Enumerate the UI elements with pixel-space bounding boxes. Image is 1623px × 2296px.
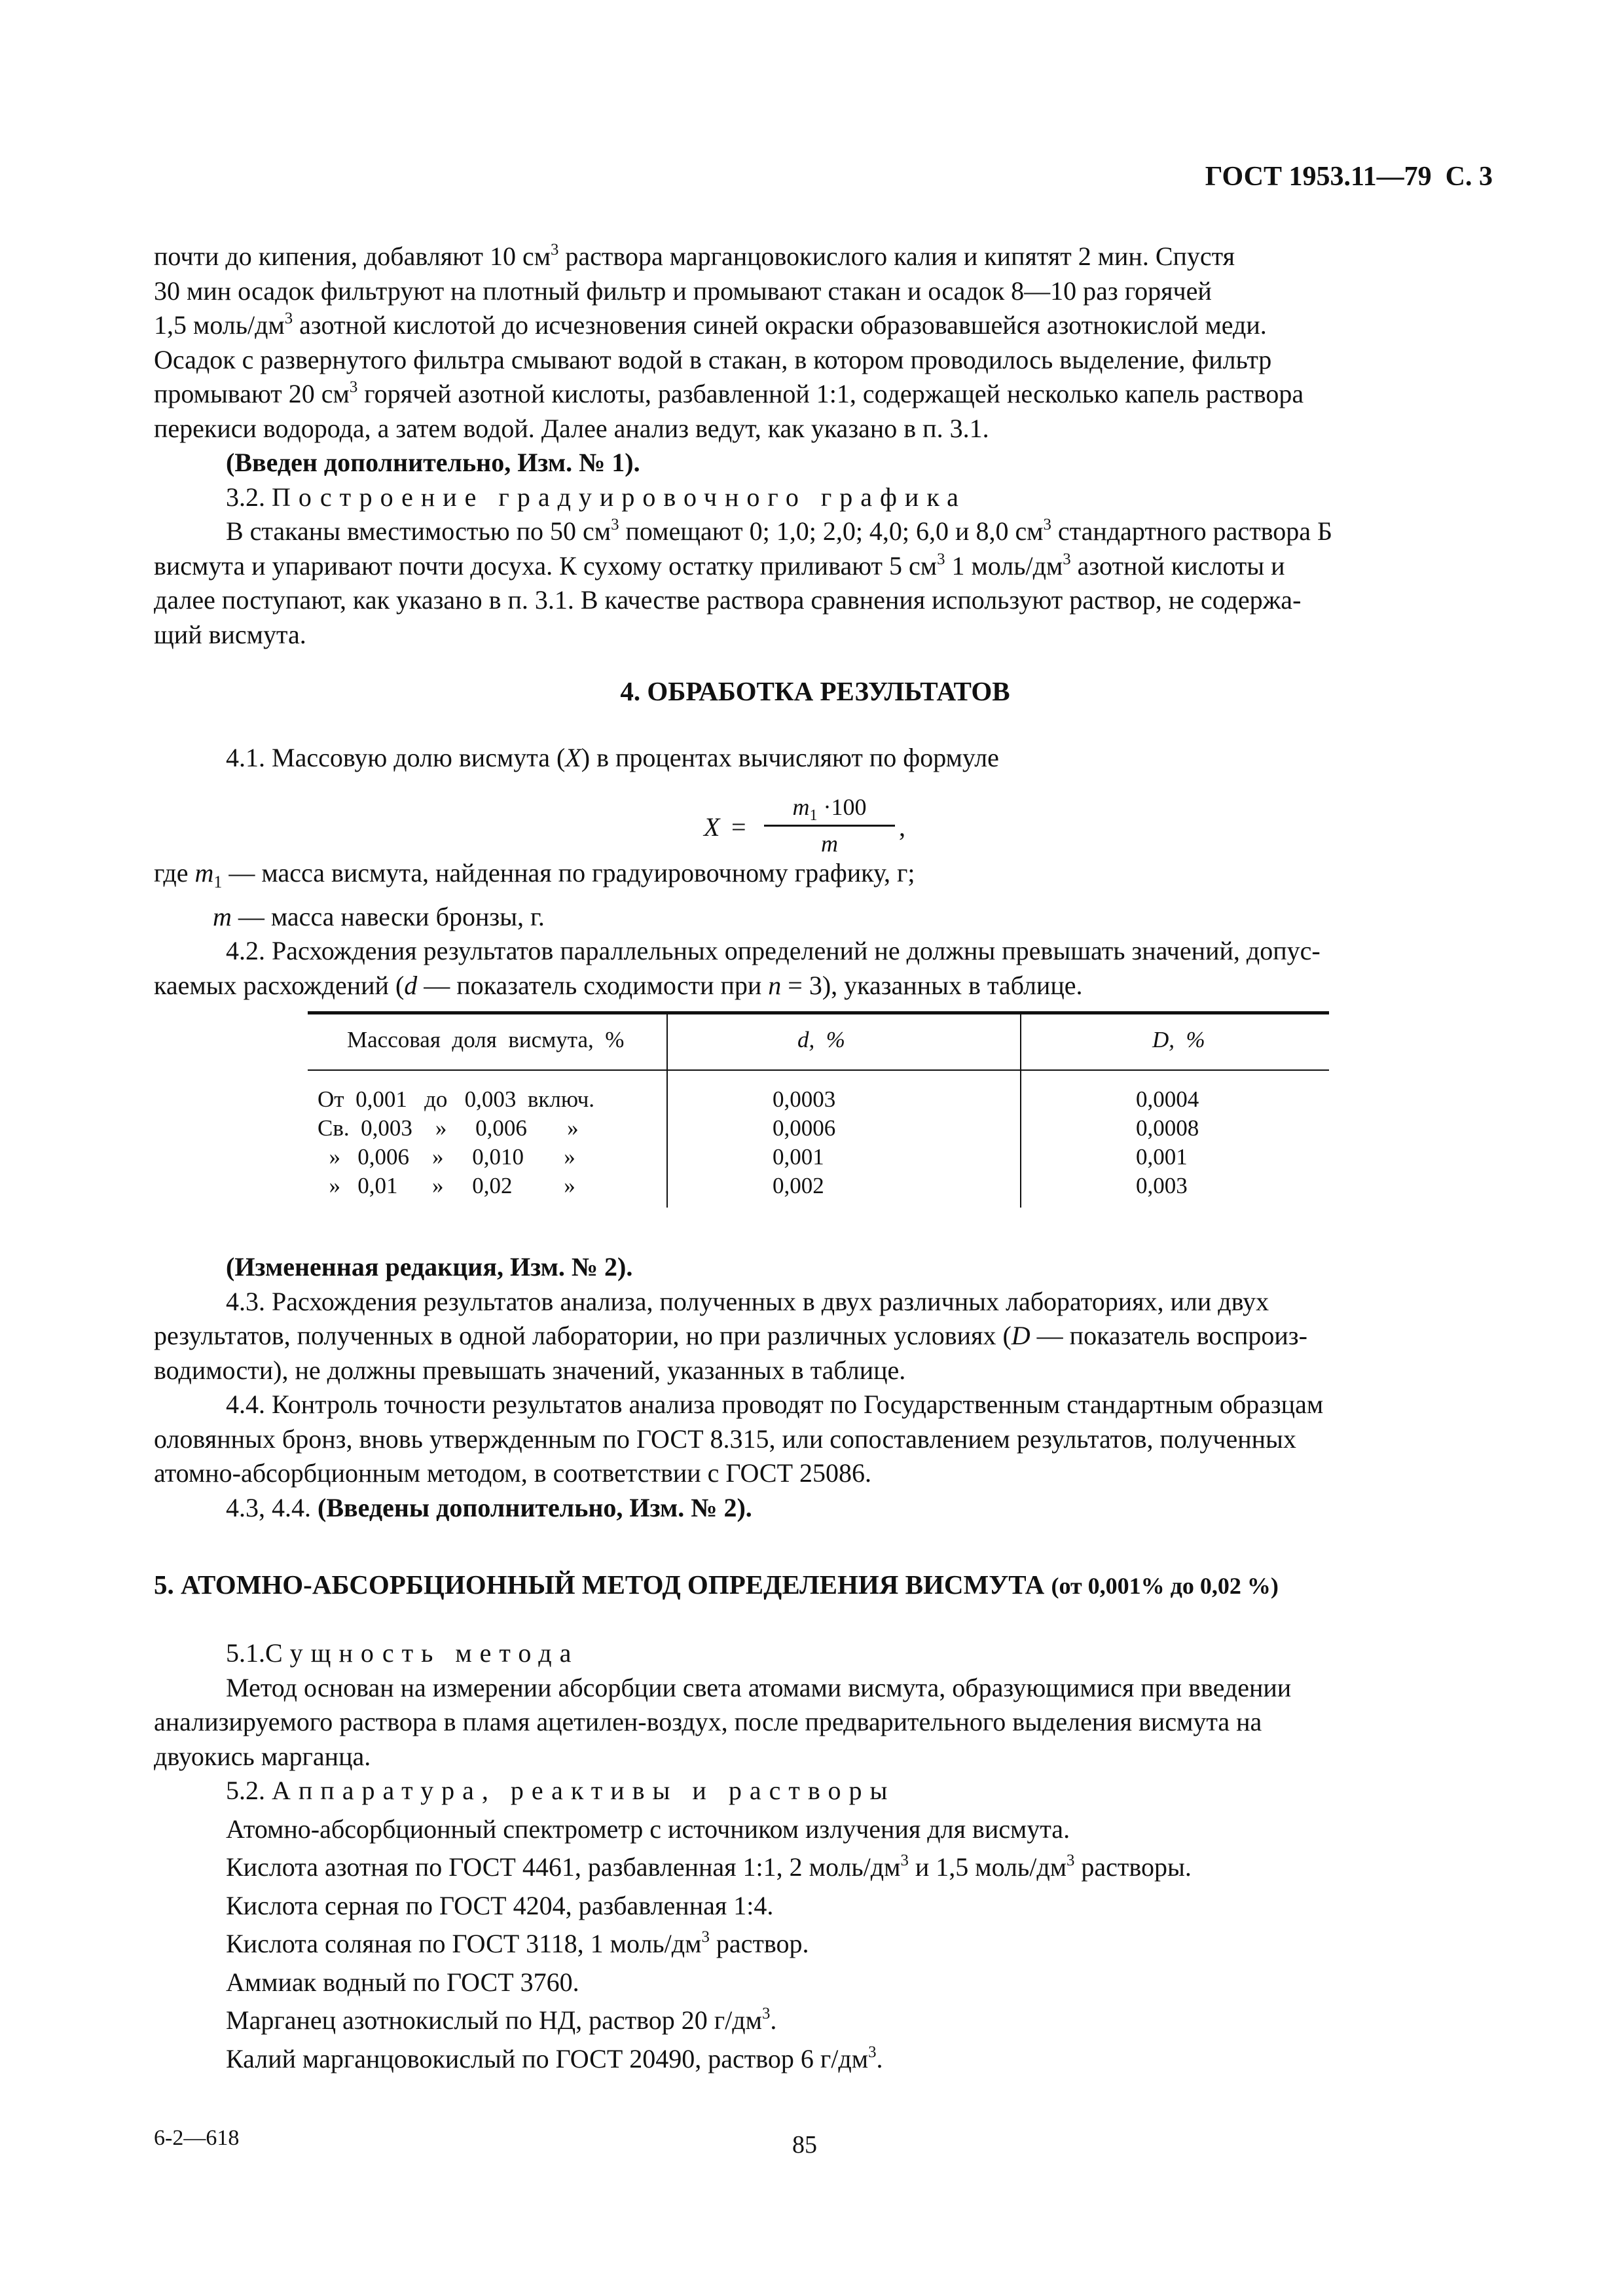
paragraph-line: водимости), не должны превышать значений, указанных в таблице. [154, 1355, 906, 1385]
table-header-rule [308, 1069, 1329, 1071]
paragraph-line: атомно-абсорбционным методом, в соответствии с ГОСТ 25086. [154, 1458, 872, 1488]
reagent-item: Кислота азотная по ГОСТ 4461, разбавленная 1:1, 2 моль/$дм^3$ и 1,5 моль/$дм^3$ растворы. [226, 1851, 1192, 1882]
footer-print-code: 6-2—618 [154, 2126, 240, 2150]
paragraph-line: висмута и упаривают почти досуха. К сухому остатку приливают 5 $см^3$ 1 моль/$дм^3$ азотной кислоты и [154, 550, 1285, 581]
table-header-cell: D, % [1152, 1027, 1205, 1052]
running-header [1126, 161, 1493, 192]
paragraph-line: 4.3. Расхождения результатов анализа, полученных в двух различных лабораториях, или двух [226, 1286, 1269, 1316]
table-cell: 0,002 [773, 1173, 824, 1198]
table-cell: От 0,001 до 0,003 включ. [318, 1086, 595, 1112]
formula-numerator: $m_1 \cdot 100$ [792, 794, 867, 825]
formula-comma: , [899, 812, 905, 842]
subsection-heading-3-2: 3.2. Построение градуировочного графика [226, 482, 966, 512]
section-4-heading: 4. ОБРАБОТКА РЕЗУЛЬТАТОВ [620, 676, 1010, 706]
subsection-heading-5-2: 5.2. Аппаратура, реактивы и растворы [226, 1776, 896, 1805]
table-cell: 0,0008 [1136, 1115, 1199, 1141]
amendment-note: (Введен дополнительно, Изм. № 1). [226, 448, 640, 477]
paragraph-line: 4.4. Контроль точности результатов анализа проводят по Государственным стандартным образцам [226, 1390, 1324, 1419]
subsection-heading-5-1: 5.1.Сущность метода [226, 1638, 579, 1668]
table-header-cell: d, % [797, 1027, 845, 1052]
body-text-block-2 [154, 1250, 1476, 1525]
paragraph-line: 4.2. Расхождения результатов параллельных определений не должны превышать значений, допус- [226, 936, 1321, 965]
reagent-item: Калий марганцовокислый по ГОСТ 20490, раствор 6 $г/дм^3$. [226, 2043, 883, 2073]
table-cell: 0,001 [1136, 1144, 1188, 1170]
formula-lhs: X [704, 812, 720, 842]
table-cell: » 0,01 » 0,02 » [318, 1173, 575, 1198]
table-top-rule [308, 1011, 1329, 1014]
paragraph-line: оловянных бронз, вновь утвержденным по ГОСТ 8.315, или сопоставлением результатов, полученных [154, 1424, 1296, 1454]
paragraph-line: Осадок с развернутого фильтра смывают водой в стакан, в котором проводилось выделение, фильтр [154, 344, 1272, 374]
formula-denominator: m [821, 831, 838, 857]
table-cell: » 0,006 » 0,010 » [318, 1144, 575, 1170]
legend-m1: где $m_1$ — масса висмута, найденная по градуировочному графику, г; [154, 858, 915, 891]
table-column-rule [666, 1011, 668, 1208]
footer-page-number: 85 [792, 2131, 817, 2159]
body-text-block-3 [154, 1636, 1476, 2076]
paragraph-line: 1,5 моль/$дм^3$ азотной кислотой до исчезновения синей окраски образовавшейся азотнокислой меди. [154, 309, 1267, 340]
paragraph-line: результатов, полученных в одной лаборатории, но при различных условиях (D — показатель воспроиз- [154, 1321, 1307, 1350]
paragraph-line: щий висмута. [154, 619, 306, 649]
formula-equals: = [731, 812, 746, 842]
table-cell: 0,003 [1136, 1173, 1188, 1198]
amendment-note: 4.3, 4.4. (Введены дополнительно, Изм. № 2). [226, 1492, 752, 1522]
body-text-block-1 [154, 240, 1476, 652]
paragraph-line: 30 мин осадок фильтруют на плотный фильтр и промывают стакан и осадок 8—10 раз горячей [154, 276, 1212, 306]
formula-legend [154, 856, 1476, 1003]
table-header-cell: Массовая доля висмута, % [347, 1027, 625, 1052]
table-cell: 0,0006 [773, 1115, 836, 1141]
paragraph-line: каемых расхождений (d — показатель сходимости при n = 3), указанных в таблице. [154, 970, 1083, 1000]
header-doc-number: ГОСТ 1953.11—79 [1205, 162, 1432, 192]
header-page: С. 3 [1445, 162, 1493, 192]
formula-fraction-bar [764, 825, 895, 827]
reagent-item: Атомно-абсорбционный спектрометр с источником излучения для висмута. [226, 1814, 1070, 1844]
reagent-item: Аммиак водный по ГОСТ 3760. [226, 1967, 579, 1997]
reagent-item: Кислота соляная по ГОСТ 3118, 1 моль/$дм^3$ раствор. [226, 1928, 809, 1958]
paragraph-line: анализируемого раствора в пламя ацетилен-воздух, после предварительного выделения висмута на [154, 1707, 1262, 1736]
table-column-rule [1020, 1011, 1021, 1208]
table-cell: Св. 0,003 » 0,006 » [318, 1115, 579, 1141]
table-cell: 0,0003 [773, 1086, 836, 1112]
paragraph-line: Метод основан на измерении абсорбции света атомами висмута, образующимися при введении [226, 1672, 1292, 1702]
paragraph-line: почти до кипения, добавляют 10 $см^3$ раствора марганцовокислого калия и кипятят 2 мин. Спустя [154, 240, 1235, 271]
paragraph-line: В стаканы вместимостью по 50 $см^3$ помещают 0; 1,0; 2,0; 4,0; 6,0 и 8,0 $см^3$ стандартного раствора Б [226, 515, 1333, 546]
table-cell: 0,001 [773, 1144, 824, 1170]
paragraph-line: перекиси водорода, а затем водой. Далее анализ ведут, как указано в п. 3.1. [154, 413, 989, 443]
amendment-note: (Измененная редакция, Изм. № 2). [226, 1252, 633, 1282]
paragraph-line: далее поступают, как указано в п. 3.1. В качестве раствора сравнения используют раствор, не содержа- [154, 585, 1302, 615]
paragraph-4-1: 4.1. Массовую долю висмута (X) в процентах вычисляют по формуле [226, 743, 999, 772]
reagent-item: Марганец азотнокислый по НД, раствор 20 $г/дм^3$. [226, 2004, 777, 2035]
legend-m: m — масса навески бронзы, г. [213, 901, 545, 931]
table-cell: 0,0004 [1136, 1086, 1199, 1112]
section-5-heading: 5. АТОМНО-АБСОРБЦИОННЫЙ МЕТОД ОПРЕДЕЛЕНИЯ ВИСМУТА (от 0,001% до 0,02 %) [154, 1570, 1279, 1600]
reagent-item: Кислота серная по ГОСТ 4204, разбавленная 1:4. [226, 1890, 774, 1920]
paragraph-line: промывают 20 $см^3$ горячей азотной кислоты, разбавленной 1:1, содержащей несколько капель раствора [154, 378, 1304, 408]
paragraph-line: двуокись марганца. [154, 1741, 371, 1771]
